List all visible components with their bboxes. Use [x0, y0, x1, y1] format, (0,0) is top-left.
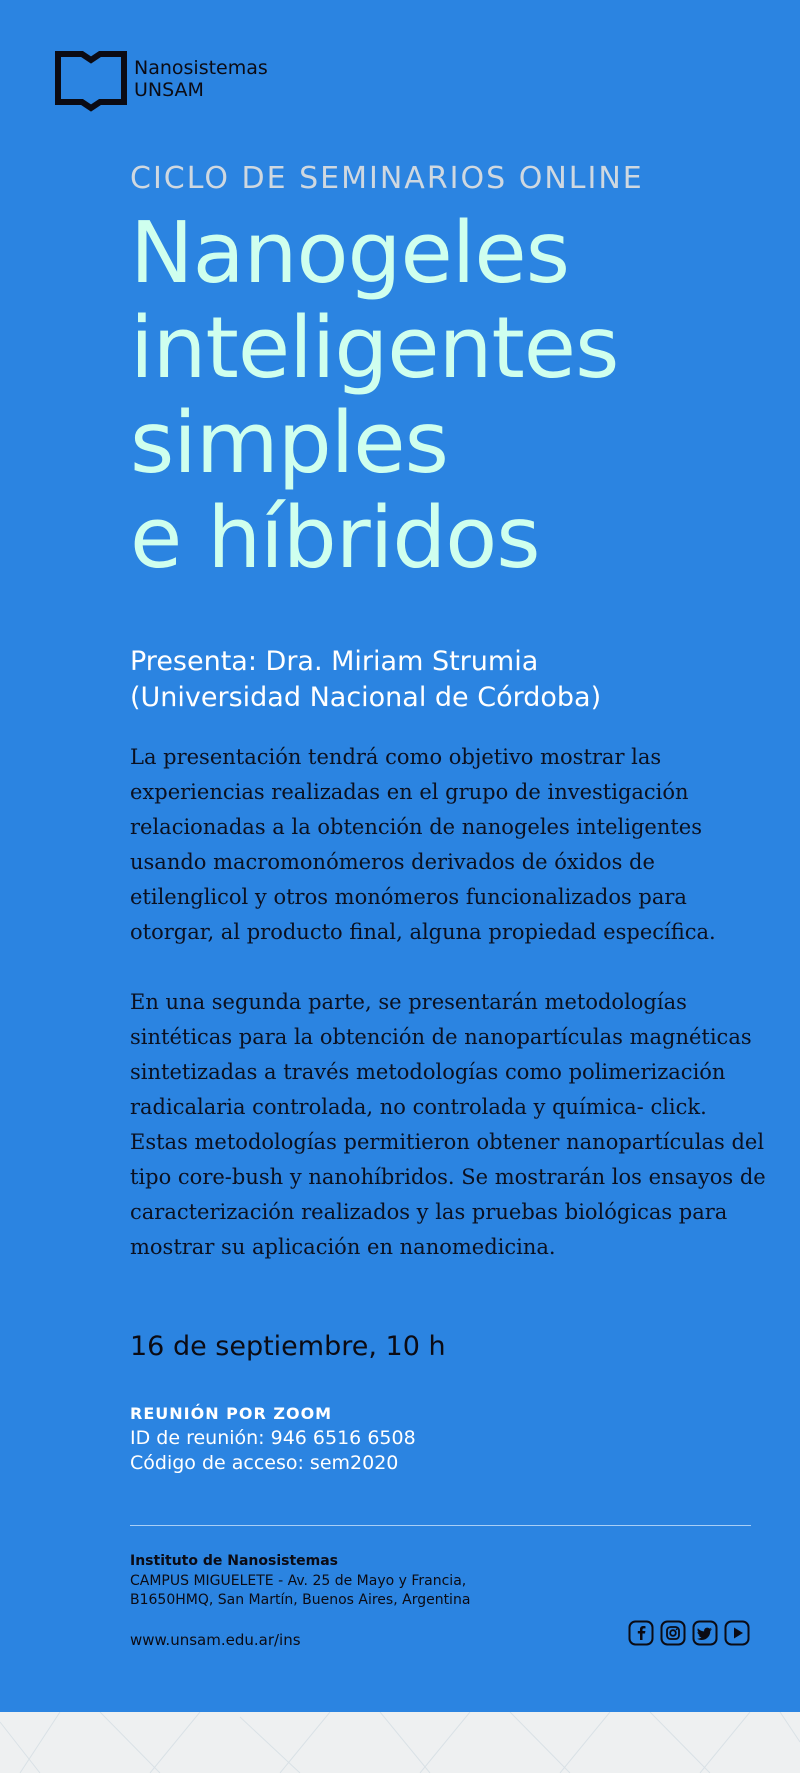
event-date: 16 de septiembre, 10 h	[130, 1331, 446, 1362]
title-line-2: inteligentes	[130, 299, 619, 398]
instagram-icon[interactable]	[660, 1620, 686, 1646]
logo-wordmark	[134, 57, 268, 101]
facebook-icon[interactable]	[628, 1620, 654, 1646]
institute-name: Instituto de Nanosistemas	[130, 1553, 339, 1569]
open-book-icon	[54, 50, 128, 112]
footer-divider	[130, 1525, 751, 1526]
abstract-paragraph-2: En una segunda parte, se presentarán metodologías sintéticas para la obtención de nanopartículas magnéticas sintetizadas a través metodologías como polimerización radicalaria controlada, no controlada y química- click. Estas metodologías permitieron obtener nanopartículas del tipo core-bush y nanohíbridos. Se mostrarán los ensayos de caracterización realizados y las pruebas biológicas para mostrar su aplicación en nanomedicina.	[130, 990, 766, 1259]
background-pattern	[0, 1712, 800, 1773]
twitter-icon[interactable]	[692, 1620, 718, 1646]
series-label: CICLO DE SEMINARIOS ONLINE	[130, 161, 644, 196]
address-line-2: B1650HMQ, San Martín, Buenos Aires, Argentina	[130, 1592, 471, 1608]
presenter-affiliation: (Universidad Nacional de Córdoba)	[130, 682, 602, 713]
website-link[interactable]: www.unsam.edu.ar/ins	[130, 1631, 301, 1649]
presenter-block	[130, 644, 601, 716]
address-line-1: CAMPUS MIGUELETE - Av. 25 de Mayo y Francia,	[130, 1573, 467, 1589]
seminar-title	[130, 206, 618, 586]
logo-line-2: UNSAM	[134, 79, 204, 101]
youtube-icon[interactable]	[724, 1620, 750, 1646]
zoom-meeting-id: ID de reunión: 946 6516 6508	[130, 1427, 416, 1449]
zoom-access-code: Código de acceso: sem2020	[130, 1452, 399, 1474]
title-line-3: simples	[130, 394, 448, 493]
page-bottom-strip	[0, 1712, 800, 1773]
presenter-name: Presenta: Dra. Miriam Strumia	[130, 646, 539, 677]
abstract-paragraph-1: La presentación tendrá como objetivo mostrar las experiencias realizadas en el grupo de investigación relacionadas a la obtención de nanogeles inteligentes usando macromonómeros derivados de óxidos de etilenglicol y otros monómeros funcionalizados para otorgar, al producto final, alguna propiedad específica.	[130, 745, 716, 944]
title-line-4: e híbridos	[130, 489, 540, 588]
logo-line-1: Nanosistemas	[134, 57, 268, 79]
zoom-heading: REUNIÓN POR ZOOM	[130, 1404, 333, 1423]
title-line-1: Nanogeles	[130, 204, 569, 303]
